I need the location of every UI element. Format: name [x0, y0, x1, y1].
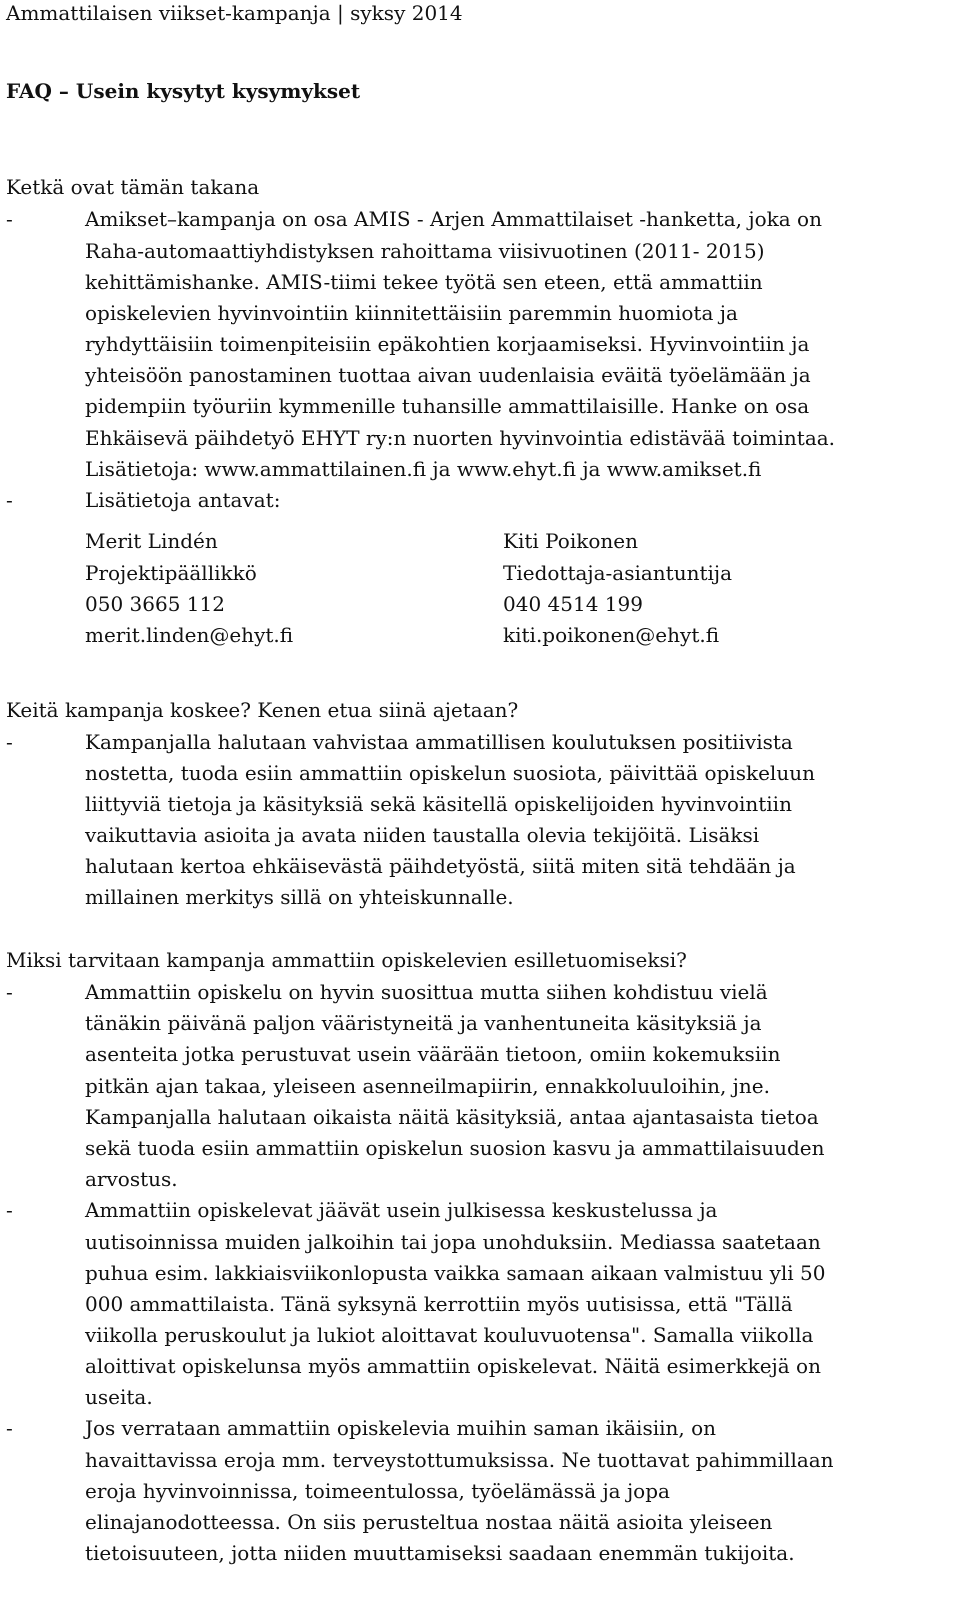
- paragraph-line: kehittämishanke. AMIS-tiimi tekee työtä sen eteen, että ammattiin: [85, 270, 763, 294]
- paragraph-line: Ammattiin opiskelu on hyvin suosittua mutta siihen kohdistuu vielä: [85, 980, 768, 1004]
- running-header: Ammattilaisen viikset-kampanja | syksy 2014: [6, 1, 463, 25]
- paragraph-line: millainen merkitys sillä on yhteiskunnalle.: [85, 885, 514, 909]
- paragraph-line: ryhdyttäisiin toimenpiteisiin epäkohtien korjaamiseksi. Hyvinvointiin ja: [85, 332, 810, 356]
- paragraph-line: puhua esim. lakkiaisviikonlopusta vaikka samaan aikaan valmistuu yli 50: [85, 1261, 826, 1285]
- contact-role: Tiedottaja-asiantuntija: [503, 561, 733, 585]
- paragraph-line: tietoisuuteen, jotta niiden muuttamiseksi saadaan enemmän tukijoita.: [85, 1541, 795, 1565]
- paragraph-line: havaittavissa eroja mm. terveystottumuksissa. Ne tuottavat pahimmillaan: [85, 1448, 834, 1472]
- paragraph-line: Kampanjalla halutaan oikaista näitä käsityksiä, antaa ajantasaista tietoa: [85, 1105, 819, 1129]
- paragraph-line: Ehkäisevä päihdetyö EHYT ry:n nuorten hyvinvointia edistävää toimintaa.: [85, 426, 836, 450]
- bullet-dash: -: [6, 980, 13, 1004]
- bullet-dash: -: [6, 730, 13, 754]
- page-title: FAQ – Usein kysytyt kysymykset: [6, 79, 361, 103]
- paragraph-line: uutisoinnissa muiden jalkoihin tai jopa unohduksiin. Mediassa saatetaan: [85, 1230, 821, 1254]
- paragraph-line: Lisätietoja: www.ammattilainen.fi ja www.ehyt.fi ja www.amikset.fi: [85, 457, 762, 481]
- paragraph-line: sekä tuoda esiin ammattiin opiskelun suosion kasvu ja ammattilaisuuden: [85, 1136, 825, 1160]
- paragraph-line: asenteita jotka perustuvat usein väärään tietoon, omiin kokemuksiin: [85, 1042, 781, 1066]
- paragraph-line: liittyviä tietoja ja käsityksiä sekä käsitellä opiskelijoiden hyvinvointiin: [85, 792, 792, 816]
- contact-role: Projektipäällikkö: [85, 561, 257, 585]
- paragraph-line: eroja hyvinvoinnissa, toimeentulossa, työelämässä ja jopa: [85, 1479, 670, 1503]
- paragraph-line: pitkän ajan takaa, yleiseen asenneilmapiirin, ennakkoluuloihin, jne.: [85, 1074, 770, 1098]
- contact-phone: 050 3665 112: [85, 592, 225, 616]
- paragraph-line: Amikset–kampanja on osa AMIS - Arjen Ammattilaiset -hanketta, joka on: [85, 207, 822, 231]
- paragraph-line: aloittivat opiskelunsa myös ammattiin opiskelevat. Näitä esimerkkejä on: [85, 1354, 821, 1378]
- paragraph-line: vaikuttavia asioita ja avata niiden taustalla olevia tekijöitä. Lisäksi: [85, 823, 760, 847]
- paragraph-line: Raha-automaattiyhdistyksen rahoittama viisivuotinen (2011- 2015): [85, 239, 765, 263]
- bullet-dash: -: [6, 207, 13, 231]
- section-heading: Ketkä ovat tämän takana: [6, 175, 260, 199]
- paragraph-line: useita.: [85, 1385, 153, 1409]
- contact-email: kiti.poikonen@ehyt.fi: [503, 623, 720, 647]
- paragraph-line: viikolla peruskoulut ja lukiot aloittavat kouluvuotensa". Samalla viikolla: [85, 1323, 814, 1347]
- paragraph-line: tänäkin päivänä paljon vääristyneitä ja vanhentuneita käsityksiä ja: [85, 1011, 762, 1035]
- paragraph-line: Ammattiin opiskelevat jäävät usein julkisessa keskustelussa ja: [85, 1198, 718, 1222]
- section-heading: Miksi tarvitaan kampanja ammattiin opiskelevien esilletuomiseksi?: [6, 948, 687, 972]
- paragraph-line: Jos verrataan ammattiin opiskelevia muihin saman ikäisiin, on: [85, 1416, 717, 1440]
- paragraph-line: Kampanjalla halutaan vahvistaa ammatillisen koulutuksen positiivista: [85, 730, 793, 754]
- paragraph-line: nostetta, tuoda esiin ammattiin opiskelun suosiota, päivittää opiskeluun: [85, 761, 815, 785]
- contact-phone: 040 4514 199: [503, 592, 643, 616]
- paragraph-line: pidempiin työuriin kymmenille tuhansille ammattilaisille. Hanke on osa: [85, 394, 810, 418]
- section-heading: Keitä kampanja koskee? Kenen etua siinä ajetaan?: [6, 698, 519, 722]
- bullet-dash: -: [6, 488, 13, 512]
- paragraph-line: elinajanodotteessa. On siis perusteltua nostaa näitä asioita yleiseen: [85, 1510, 773, 1534]
- paragraph-line: yhteisöön panostaminen tuottaa aivan uudenlaisia eväitä työelämään ja: [85, 363, 811, 387]
- contact-name: Kiti Poikonen: [503, 529, 638, 553]
- paragraph-line: opiskelevien hyvinvointiin kiinnitettäisiin paremmin huomiota ja: [85, 301, 738, 325]
- paragraph-line: arvostus.: [85, 1167, 178, 1191]
- paragraph-line: Lisätietoja antavat:: [85, 488, 281, 512]
- bullet-dash: -: [6, 1416, 13, 1440]
- bullet-dash: -: [6, 1198, 13, 1222]
- paragraph-line: 000 ammattilaista. Tänä syksynä kerrottiin myös uutisissa, että "Tällä: [85, 1292, 793, 1316]
- contact-name: Merit Lindén: [85, 529, 218, 553]
- paragraph-line: halutaan kertoa ehkäisevästä päihdetyöstä, siitä miten sitä tehdään ja: [85, 854, 796, 878]
- contact-email: merit.linden@ehyt.fi: [85, 623, 294, 647]
